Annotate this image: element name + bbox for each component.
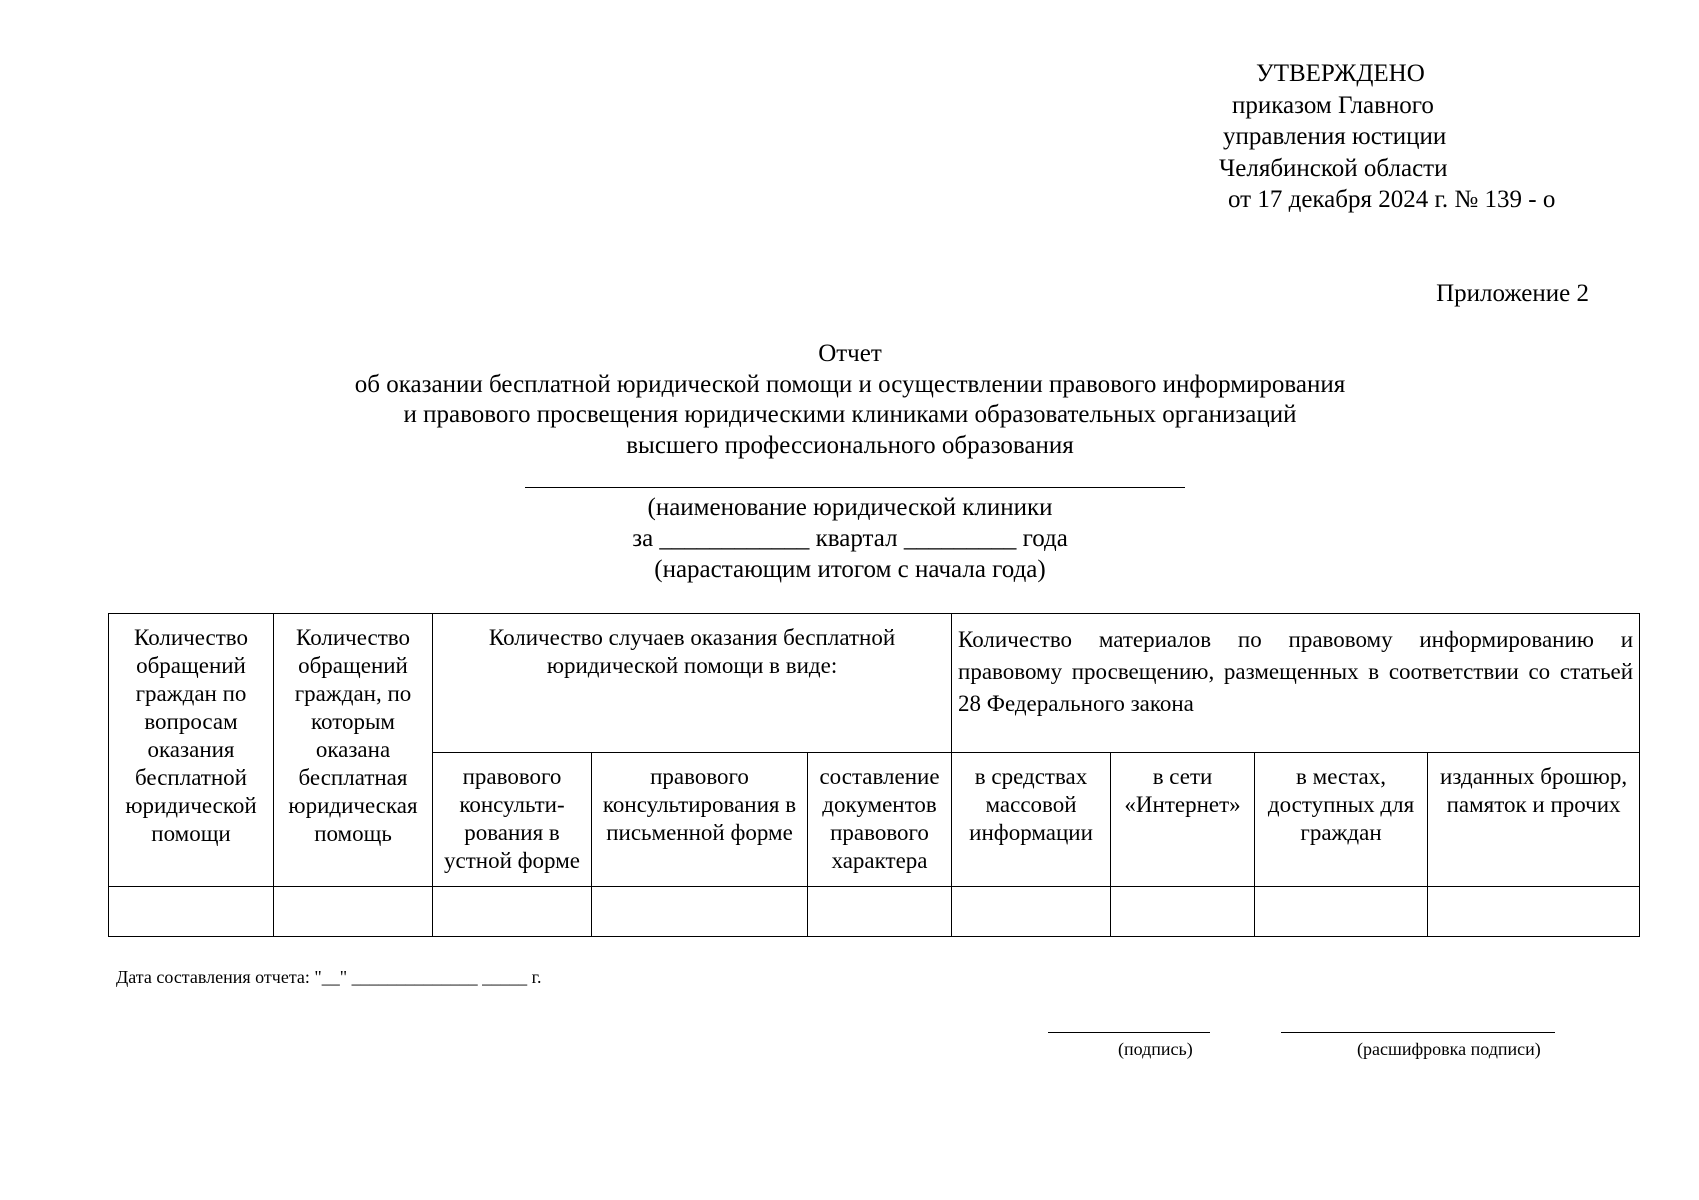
- header-internet: в сети «Интернет»: [1111, 753, 1255, 887]
- cumulative-note: (нарастающим итогом с начала года): [654, 556, 1046, 583]
- signature-decoding-label: (расшифровка подписи): [1357, 1039, 1541, 1059]
- header-public-places: в местах, доступных для граждан: [1255, 753, 1428, 887]
- table-cell-brochures[interactable]: [1428, 887, 1640, 937]
- header-assisted-requests-count: Количество обращений граждан, по которым оказана бесплатная юридическая помощь: [274, 614, 433, 887]
- header-written-consultation: правового консультирования в письменной форме: [592, 753, 808, 887]
- header-legal-aid-cases: Количество случаев оказания бесплатной юридической помощи в виде:: [433, 614, 952, 753]
- approval-stamp: [1215, 58, 1605, 216]
- table-cell-requests-count[interactable]: [109, 887, 274, 937]
- reporting-period: за ____________ квартал _________ года: [632, 525, 1068, 552]
- clinic-block: [160, 492, 1540, 585]
- approval-region: Челябинской области: [1219, 154, 1448, 182]
- header-information-materials: Количество материалов по правовому информированию и правовому просвещению, размещенных в соответствии со статьей 28 Федерального закона: [952, 614, 1640, 753]
- header-mass-media: в средствах массовой информации: [952, 753, 1111, 887]
- clinic-name-blank-line[interactable]: [525, 487, 1185, 488]
- report-title-line-3: и правового просвещения юридическими клиниками образовательных организаций: [403, 401, 1297, 428]
- approval-order: приказом Главного: [1232, 91, 1434, 119]
- header-legal-documents: составление документов правового характера: [808, 753, 952, 887]
- header-requests-count: Количество обращений граждан по вопросам оказания бесплатной юридической помощи: [109, 614, 274, 887]
- approval-date-number: от 17 декабря 2024 г. № 139 - о: [1228, 186, 1556, 213]
- report-title: [160, 339, 1540, 461]
- clinic-name-caption: (наименование юридической клиники: [647, 494, 1053, 521]
- table-cell-oral-consultation[interactable]: [433, 887, 592, 937]
- table-cell-mass-media[interactable]: [952, 887, 1111, 937]
- report-date: Дата составления отчета: "__" ______________ _____ г.: [116, 967, 542, 987]
- appendix-label: Приложение 2: [1436, 280, 1589, 307]
- table-cell-legal-documents[interactable]: [808, 887, 952, 937]
- report-table: [108, 613, 1640, 937]
- table-cell-public-places[interactable]: [1255, 887, 1428, 937]
- table-cell-written-consultation[interactable]: [592, 887, 808, 937]
- header-oral-consultation: правового консульти-рования в устной форме: [433, 753, 592, 887]
- signature-decoding-line[interactable]: [1281, 1032, 1555, 1033]
- approval-authority: управления юстиции: [1223, 123, 1447, 150]
- header-brochures: изданных брошюр, памяток и прочих: [1428, 753, 1640, 887]
- approval-heading: УТВЕРЖДЕНО: [1256, 60, 1425, 87]
- report-title-line-2: об оказании бесплатной юридической помощи и осуществлении правового информирования: [354, 370, 1346, 398]
- report-title-line-1: Отчет: [818, 340, 882, 367]
- report-title-line-4: высшего профессионального образования: [626, 431, 1074, 459]
- table-cell-internet[interactable]: [1111, 887, 1255, 937]
- table-cell-assisted-requests-count[interactable]: [274, 887, 433, 937]
- signature-label: (подпись): [1118, 1039, 1193, 1059]
- signature-line[interactable]: [1048, 1032, 1210, 1033]
